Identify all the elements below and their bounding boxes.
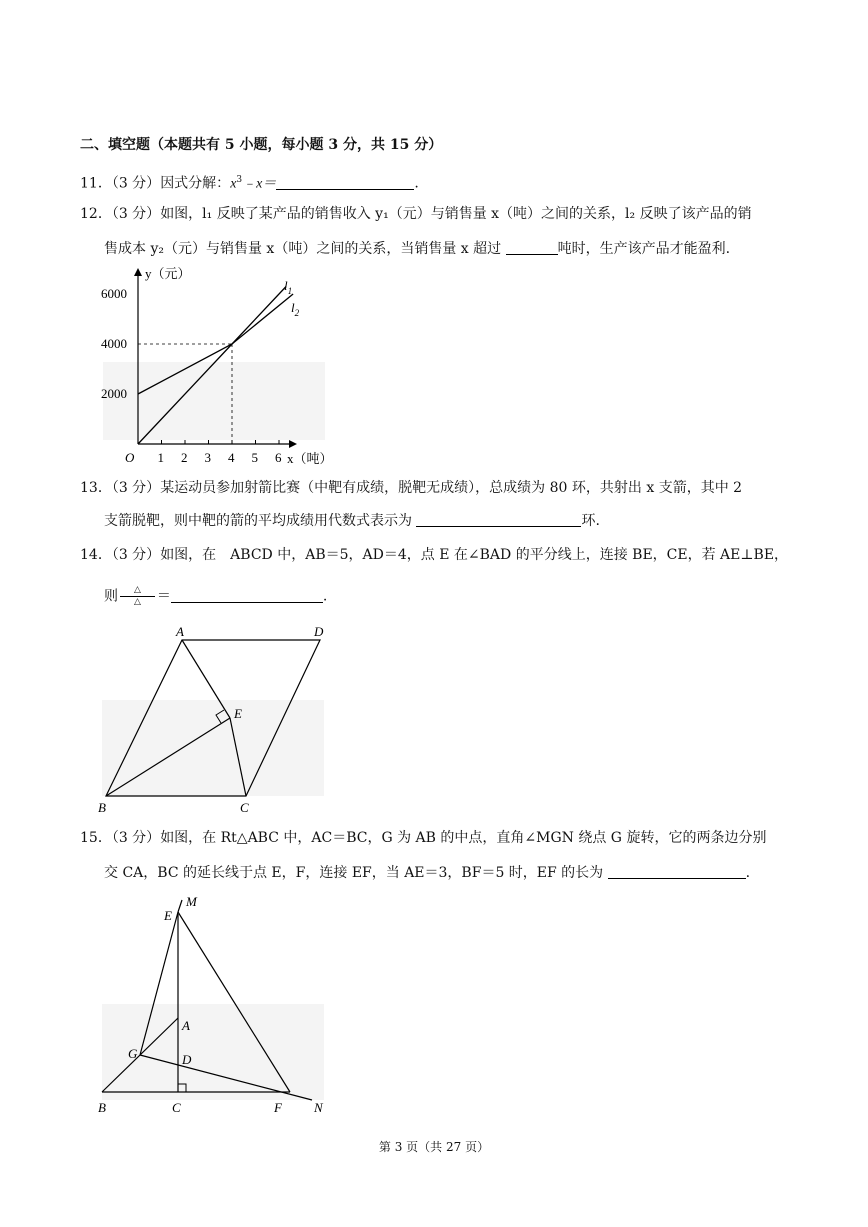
question-13-line2: [104, 512, 600, 530]
label-M: M: [186, 894, 197, 909]
label-C: C: [172, 1100, 181, 1115]
x-tick-label: 3: [204, 450, 211, 465]
label-F: F: [274, 1100, 282, 1115]
question-11: [80, 171, 419, 194]
section-title: 二、填空题（本题共有 5 小题，每小题 3 分，共 15 分）: [80, 137, 443, 153]
q13-number: 13．: [80, 480, 112, 496]
q12-points: （3 分）: [111, 206, 161, 222]
question-15-line2: [104, 864, 750, 882]
origin-label: O: [125, 450, 135, 465]
q14-frac-top: △: [120, 585, 155, 597]
x-axis-label: x（吨）: [287, 451, 333, 466]
q12-line2b: 吨时，生产该产品才能盈利.: [557, 241, 731, 257]
q14-fraction: [120, 585, 155, 608]
q14-points: （3 分）: [111, 547, 161, 563]
label-D: D: [182, 1052, 192, 1067]
label-B: B: [98, 800, 106, 815]
x-tick-label: 4: [228, 450, 235, 465]
q11-text: 因式分解：: [160, 175, 231, 192]
q15-line1-text: 如图，在 Rt△ABC 中，AC＝BC，G 为 AB 的中点，直角∠MGN 绕点 G 旋转，它的两条边分别: [160, 830, 767, 846]
question-15-line1: [80, 829, 766, 847]
label-A: A: [182, 1018, 190, 1033]
q12-answer-blank[interactable]: [506, 240, 558, 255]
q11-expr-base: x: [230, 176, 237, 192]
question-14-line1: [80, 546, 788, 564]
x-tick-label: 6: [275, 450, 282, 465]
x-tick-label: 2: [181, 450, 188, 465]
q13-line1-text: 某运动员参加射箭比赛（中靶有成绩，脱靶无成绩），总成绩为 80 环，共射出 x 支箭，其中 2: [160, 480, 743, 496]
y-axis-label: y（元）: [145, 266, 191, 281]
question-12-line2: [104, 240, 730, 258]
q12-number: 12．: [80, 206, 112, 222]
q15-points: （3 分）: [111, 830, 161, 846]
label-B: B: [98, 1100, 106, 1115]
question-14-line2: [104, 585, 327, 608]
q14-end: .: [322, 588, 328, 605]
q13-line2a: 支箭脱靶，则中靶的箭的平均成绩用代数式表示为: [104, 513, 412, 529]
q14-number: 14．: [80, 547, 112, 563]
q15-answer-blank[interactable]: [608, 864, 746, 879]
q14-line2b: ＝: [156, 588, 171, 605]
q14-frac-bottom: △: [134, 597, 141, 607]
q12-line-graph: [95, 262, 350, 470]
page-footer: 第 3 页（共 27 页）: [378, 1140, 490, 1154]
y-tick-label: 2000: [101, 386, 127, 401]
q15-number: 15．: [80, 830, 112, 846]
line-l1-label: $l_1$: [284, 278, 293, 296]
label-D: D: [314, 624, 324, 639]
y-tick-label: 4000: [101, 336, 127, 351]
q11-number: 11．: [80, 175, 112, 192]
q14-line2a: 则: [104, 588, 118, 605]
label-A: A: [176, 624, 184, 639]
y-axis-arrow: [134, 268, 142, 276]
label-N: N: [314, 1100, 323, 1115]
q14-parallelogram-figure: [96, 620, 336, 820]
question-12-line1: [80, 205, 752, 223]
q13-line2b: 环.: [581, 513, 600, 529]
x-tick-label: 1: [157, 450, 164, 465]
label-E: E: [164, 908, 172, 923]
label-G: G: [128, 1046, 138, 1061]
question-13-line1: [80, 479, 742, 497]
q15-end: .: [745, 865, 751, 881]
q11-answer-blank[interactable]: [276, 175, 414, 190]
x-axis-arrow: [289, 440, 297, 448]
q15-triangle-figure: [96, 890, 336, 1118]
q11-expr-sup: 3: [236, 175, 243, 185]
q11-points: （3 分）: [111, 175, 161, 192]
q11-expr-rest: ﹣x＝: [242, 176, 277, 192]
q11-end: .: [414, 175, 419, 192]
q15-line2a: 交 CA，BC 的延长线于点 E，F，连接 EF，当 AE＝3，BF＝5 时，EF 的长为: [104, 865, 604, 881]
q13-points: （3 分）: [111, 480, 161, 496]
label-C: C: [240, 800, 249, 815]
line-l2-label: $l_2$: [291, 300, 300, 318]
q14-answer-blank[interactable]: [171, 588, 323, 603]
q14-line1-text: 如图，在 ABCD 中，AB＝5，AD＝4，点 E 在∠BAD 的平分线上，连接 BE，CE，若 AE⊥BE，: [160, 547, 789, 563]
q13-answer-blank[interactable]: [416, 512, 581, 527]
label-E: E: [234, 706, 242, 721]
x-tick-label: 5: [251, 450, 258, 465]
q12-line1-text: 如图，l₁ 反映了某产品的销售收入 y₁（元）与销售量 x（吨）之间的关系，l₂ 反映了该产品的销: [160, 206, 752, 222]
y-tick-label: 6000: [101, 286, 127, 301]
q12-line2a: 售成本 y₂（元）与销售量 x（吨）之间的关系，当销售量 x 超过: [104, 241, 502, 257]
